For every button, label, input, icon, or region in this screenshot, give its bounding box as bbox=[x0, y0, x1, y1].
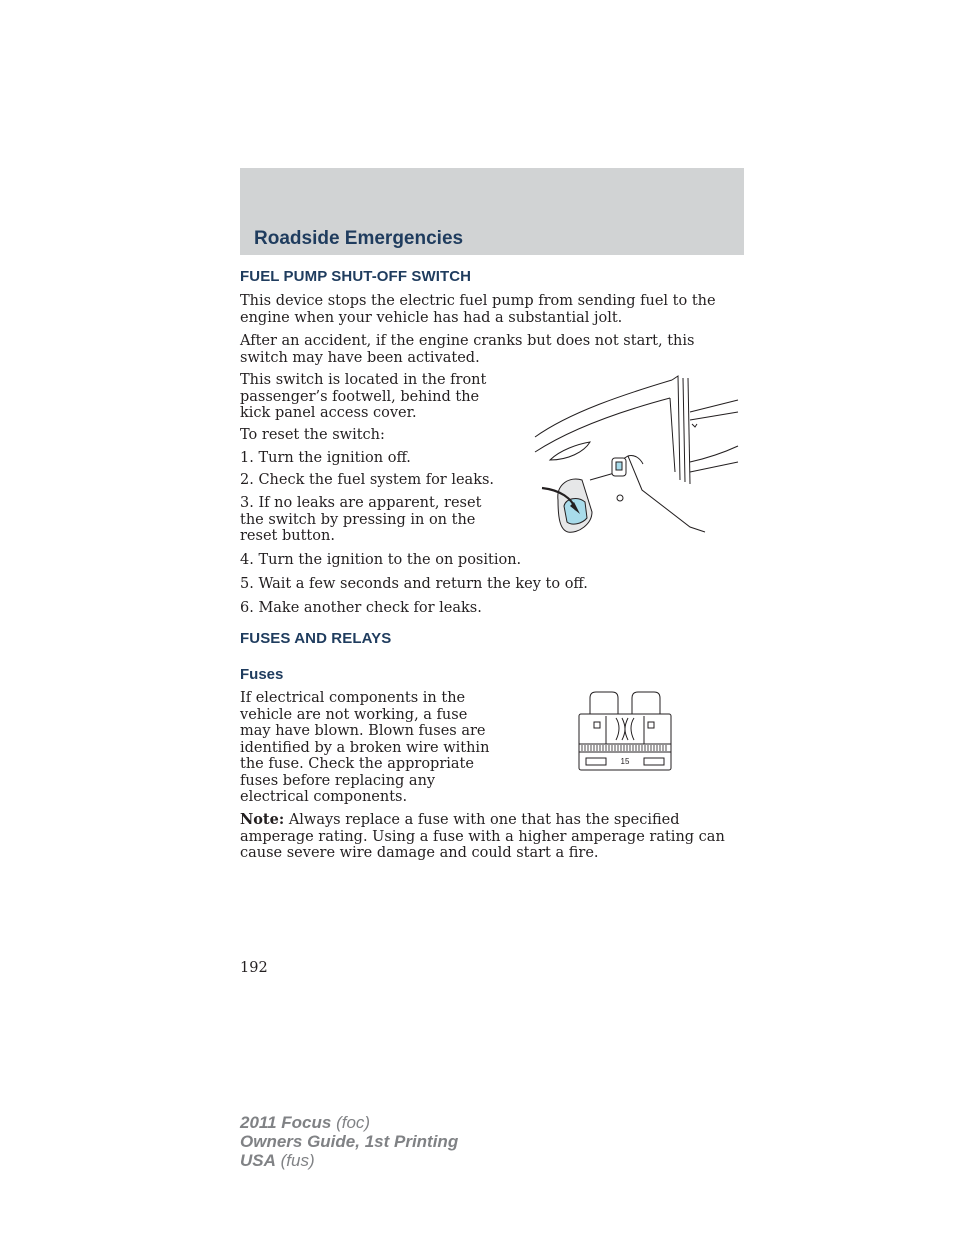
note-label: Note: bbox=[240, 811, 285, 828]
fuses-subheading: Fuses bbox=[240, 666, 284, 683]
reset-step-3: 3. If no leaks are apparent, reset the switch by pressing in on the reset button. bbox=[240, 495, 482, 544]
page-number: 192 bbox=[240, 960, 268, 976]
fuel-pump-para-2: After an accident, if the engine cranks but does not start, this switch may have been activated. bbox=[240, 333, 695, 366]
fuse-illustration bbox=[576, 688, 674, 774]
fuse-note bbox=[240, 812, 744, 862]
footer-model: 2011 Focus bbox=[240, 1113, 332, 1132]
section-title: Roadside Emergencies bbox=[254, 228, 464, 249]
fuses-relays-heading: FUSES AND RELAYS bbox=[240, 630, 392, 647]
fuel-pump-para-3: This switch is located in the front passenger’s footwell, behind the kick panel access cover. bbox=[240, 372, 487, 421]
reset-step-4: 4. Turn the ignition to the on position. bbox=[240, 552, 522, 568]
footer-region-code: (fus) bbox=[280, 1151, 315, 1170]
reset-intro: To reset the switch: bbox=[240, 427, 385, 443]
note-text: Always replace a fuse with one that has the specified amperage rating. Using a fuse with a higher amperage rating can cause severe wire damage and could start a fire. bbox=[240, 812, 725, 861]
fuel-pump-heading: FUEL PUMP SHUT-OFF SWITCH bbox=[240, 268, 472, 285]
footer-guide: Owners Guide, 1st Printing bbox=[240, 1132, 459, 1151]
fuses-para-1: If electrical components in the vehicle are not working, a fuse may have blown. Blown fuses are identified by a broken wire within the fuse. Check the appropriate fuses before replacing any electrical components. bbox=[240, 690, 490, 805]
reset-step-5: 5. Wait a few seconds and return the key to off. bbox=[240, 576, 588, 592]
fuel-pump-para-1: This device stops the electric fuel pump from sending fuel to the engine when your vehicle has had a substantial jolt. bbox=[240, 293, 716, 326]
reset-step-1: 1. Turn the ignition off. bbox=[240, 450, 411, 466]
footer-region: USA bbox=[240, 1151, 276, 1170]
reset-step-6: 6. Make another check for leaks. bbox=[240, 600, 482, 616]
footer bbox=[240, 1113, 458, 1170]
fuel-pump-switch-illustration bbox=[530, 372, 742, 540]
footer-model-code: (foc) bbox=[336, 1113, 371, 1132]
reset-step-2: 2. Check the fuel system for leaks. bbox=[240, 472, 495, 488]
fuse-rating-label: 15 bbox=[620, 757, 630, 766]
